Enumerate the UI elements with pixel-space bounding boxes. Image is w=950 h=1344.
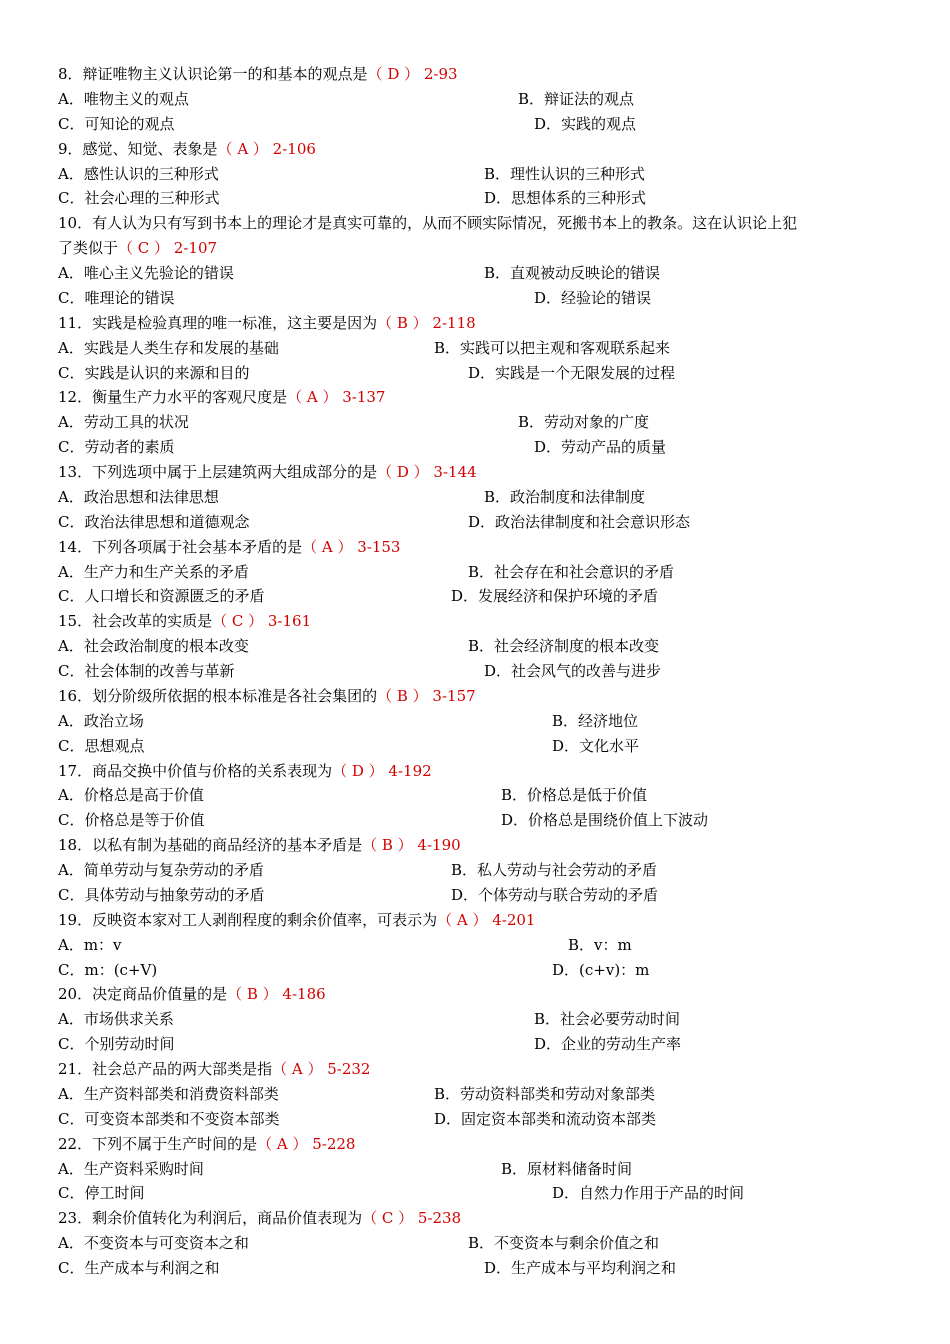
question-10-options-cd (58, 286, 898, 311)
option-d: D．(c+v)：m (552, 960, 650, 979)
option-b: B．社会存在和社会意识的矛盾 (468, 562, 675, 581)
option-b: B．经济地位 (552, 711, 639, 730)
question-10-stem-cont: 了类似于（ C ） 2-107 (58, 239, 218, 258)
question-12-options-cd (58, 435, 898, 460)
question-17-options-cd (58, 808, 898, 833)
question-10-stem: 10．有人认为只有写到书本上的理论才是真实可靠的，从而不顾实际情况，死搬书本上的教条。这在认识论上犯 (58, 214, 798, 233)
question-8-options-cd (58, 112, 898, 137)
question-14-options-cd (58, 584, 898, 609)
option-c: C．生产成本与利润之和 (58, 1259, 220, 1277)
option-b: B．原材料储备时间 (501, 1159, 633, 1178)
question-20-options-cd (58, 1032, 898, 1057)
option-b: B．劳动对象的广度 (518, 413, 650, 432)
question-22-options-cd (58, 1181, 898, 1206)
option-c: C．m：(c+V) (58, 960, 158, 979)
question-10-answer: （ C ） 2-107 (118, 239, 218, 258)
question-14-stem: 14．下列各项属于社会基本矛盾的是（ A ） 3-153 (58, 537, 401, 556)
option-c: C．劳动者的素质 (58, 438, 175, 457)
option-a: A．m：v (58, 935, 122, 954)
question-16-stem: 16．划分阶级所依据的根本标准是各社会集团的（ B ） 3-157 (58, 686, 476, 705)
option-a: A．唯心主义先验论的错误 (58, 264, 234, 282)
question-17-stem: 17．商品交换中价值与价格的关系表现为（ D ） 4-192 (58, 761, 432, 780)
option-b: B．政治制度和法律制度 (484, 487, 646, 506)
question-15-options-ab (58, 634, 898, 659)
option-a: A．唯物主义的观点 (58, 89, 189, 108)
option-c: C．实践是认识的来源和目的 (58, 363, 250, 382)
question-11-options-ab (58, 336, 898, 361)
question-13-options-cd (58, 510, 898, 535)
question-21-options-cd (58, 1107, 898, 1132)
option-b: B．v：m (568, 935, 632, 954)
question-16-answer: （ B ） 3-157 (377, 686, 476, 705)
option-b: B．理性认识的三种形式 (484, 164, 646, 183)
question-15-answer: （ C ） 3-161 (212, 612, 312, 631)
question-19-stem: 19．反映资本家对工人剥削程度的剩余价值率，可表示为（ A ） 4-201 (58, 910, 536, 929)
option-a: A．简单劳动与复杂劳动的矛盾 (58, 861, 264, 879)
option-c: C．唯理论的错误 (58, 288, 175, 307)
option-d: D．发展经济和保护环境的矛盾 (451, 587, 659, 606)
question-8-options-ab (58, 87, 898, 112)
option-d: D．自然力作用于产品的时间 (552, 1184, 745, 1203)
option-c: C．社会体制的改善与革新 (58, 662, 235, 680)
option-d: D．固定资本部类和流动资本部类 (434, 1109, 657, 1128)
option-b: B．实践可以把主观和客观联系起来 (434, 338, 671, 357)
option-a: A．感性认识的三种形式 (58, 164, 219, 183)
question-11-answer: （ B ） 2-118 (377, 313, 476, 332)
option-b: B．社会必要劳动时间 (534, 1010, 681, 1029)
question-18-answer: （ B ） 4-190 (362, 836, 461, 855)
question-18-stem: 18．以私有制为基础的商品经济的基本矛盾是（ B ） 4-190 (58, 836, 461, 855)
option-d: D．政治法律制度和社会意识形态 (468, 512, 691, 531)
question-23-answer: （ C ） 5-238 (362, 1209, 462, 1228)
option-a: A．劳动工具的状况 (58, 413, 189, 432)
option-c: C．思想观点 (58, 736, 145, 755)
option-c: C．社会心理的三种形式 (58, 189, 220, 208)
option-b: B．私人劳动与社会劳动的矛盾 (451, 861, 658, 879)
question-23-options-ab (58, 1231, 898, 1256)
option-c: C．可变资本部类和不变资本部类 (58, 1109, 280, 1128)
question-9-stem: 9．感觉、知觉、表象是（ A ） 2-106 (58, 139, 316, 158)
option-d: D．文化水平 (552, 736, 640, 755)
question-22-options-ab (58, 1157, 898, 1182)
option-b: B．辩证法的观点 (518, 89, 635, 108)
option-d: D．个体劳动与联合劳动的矛盾 (451, 885, 659, 904)
option-b: B．直观被动反映论的错误 (484, 264, 661, 282)
option-b: B．价格总是低于价值 (501, 786, 648, 805)
question-21-stem: 21．社会总产品的两大部类是指（ A ） 5-232 (58, 1060, 371, 1078)
question-17-answer: （ D ） 4-192 (332, 761, 432, 780)
option-c: C．政治法律思想和道德观念 (58, 512, 250, 531)
question-23-stem: 23．剩余价值转化为利润后，商品价值表现为（ C ） 5-238 (58, 1209, 462, 1228)
option-c: C．人口增长和资源匮乏的矛盾 (58, 587, 265, 606)
option-a: A．生产资料采购时间 (58, 1159, 204, 1178)
option-a: A．价格总是高于价值 (58, 786, 204, 805)
question-23-options-cd (58, 1256, 898, 1281)
question-19-answer: （ A ） 4-201 (437, 910, 536, 929)
exam-document (58, 62, 898, 1281)
question-13-options-ab (58, 485, 898, 510)
question-8-answer: （ D ） 2-93 (367, 65, 458, 83)
option-b: B．劳动资料部类和劳动对象部类 (434, 1084, 656, 1103)
question-12-answer: （ A ） 3-137 (287, 388, 386, 407)
option-a: A．政治立场 (58, 711, 144, 730)
option-a: A．不变资本与可变资本之和 (58, 1234, 249, 1253)
question-14-answer: （ A ） 3-153 (302, 537, 401, 556)
option-d: D．生产成本与平均利润之和 (484, 1259, 677, 1277)
question-9-options-cd (58, 186, 898, 211)
option-a: A．政治思想和法律思想 (58, 487, 219, 506)
option-d: D．实践的观点 (534, 114, 637, 133)
question-20-stem: 20．决定商品价值量的是（ B ） 4-186 (58, 985, 326, 1004)
question-11-stem: 11．实践是检验真理的唯一标准，这主要是因为（ B ） 2-118 (58, 313, 476, 332)
option-d: D．经验论的错误 (534, 288, 652, 307)
option-c: C．可知论的观点 (58, 114, 175, 133)
option-a: A．市场供求关系 (58, 1010, 174, 1029)
option-b: B．社会经济制度的根本改变 (468, 637, 660, 656)
question-19-options-cd (58, 958, 898, 983)
option-c: C．个别劳动时间 (58, 1035, 175, 1054)
question-11-options-cd (58, 361, 898, 386)
question-12-stem: 12．衡量生产力水平的客观尺度是（ A ） 3-137 (58, 388, 386, 407)
option-d: D．思想体系的三种形式 (484, 189, 647, 208)
option-d: D．社会风气的改善与进步 (484, 662, 662, 680)
question-15-stem: 15．社会改革的实质是（ C ） 3-161 (58, 612, 312, 631)
question-9-answer: （ A ） 2-106 (217, 139, 316, 158)
option-a: A．实践是人类生存和发展的基础 (58, 338, 279, 357)
question-8-stem: 8．辩证唯物主义认识论第一的和基本的观点是（ D ） 2-93 (58, 65, 458, 83)
question-21-options-ab (58, 1082, 898, 1107)
question-22-stem: 22．下列不属于生产时间的是（ A ） 5-228 (58, 1134, 356, 1153)
question-15-options-cd (58, 659, 898, 684)
option-d: D．实践是一个无限发展的过程 (468, 363, 676, 382)
question-18-options-ab (58, 858, 898, 883)
question-22-answer: （ A ） 5-228 (257, 1134, 356, 1153)
question-14-options-ab (58, 560, 898, 585)
question-20-options-ab (58, 1007, 898, 1032)
option-a: A．生产力和生产关系的矛盾 (58, 562, 249, 581)
question-13-answer: （ D ） 3-144 (377, 463, 477, 481)
question-10-options-ab (58, 261, 898, 286)
option-b: B．不变资本与剩余价值之和 (468, 1234, 660, 1253)
question-12-options-ab (58, 410, 898, 435)
option-d: D．劳动产品的质量 (534, 438, 667, 457)
option-c: C．具体劳动与抽象劳动的矛盾 (58, 885, 265, 904)
option-c: C．价格总是等于价值 (58, 811, 205, 830)
question-16-options-cd (58, 734, 898, 759)
question-9-options-ab (58, 162, 898, 187)
question-19-options-ab (58, 933, 898, 958)
option-d: D．价格总是围绕价值上下波动 (501, 811, 709, 830)
option-a: A．生产资料部类和消费资料部类 (58, 1084, 279, 1103)
question-21-answer: （ A ） 5-232 (272, 1060, 371, 1078)
question-13-stem: 13．下列选项中属于上层建筑两大组成部分的是（ D ） 3-144 (58, 463, 477, 481)
question-18-options-cd (58, 883, 898, 908)
question-17-options-ab (58, 783, 898, 808)
option-d: D．企业的劳动生产率 (534, 1035, 682, 1054)
question-20-answer: （ B ） 4-186 (227, 985, 326, 1004)
option-a: A．社会政治制度的根本改变 (58, 637, 249, 656)
question-16-options-ab (58, 709, 898, 734)
option-c: C．停工时间 (58, 1184, 145, 1203)
